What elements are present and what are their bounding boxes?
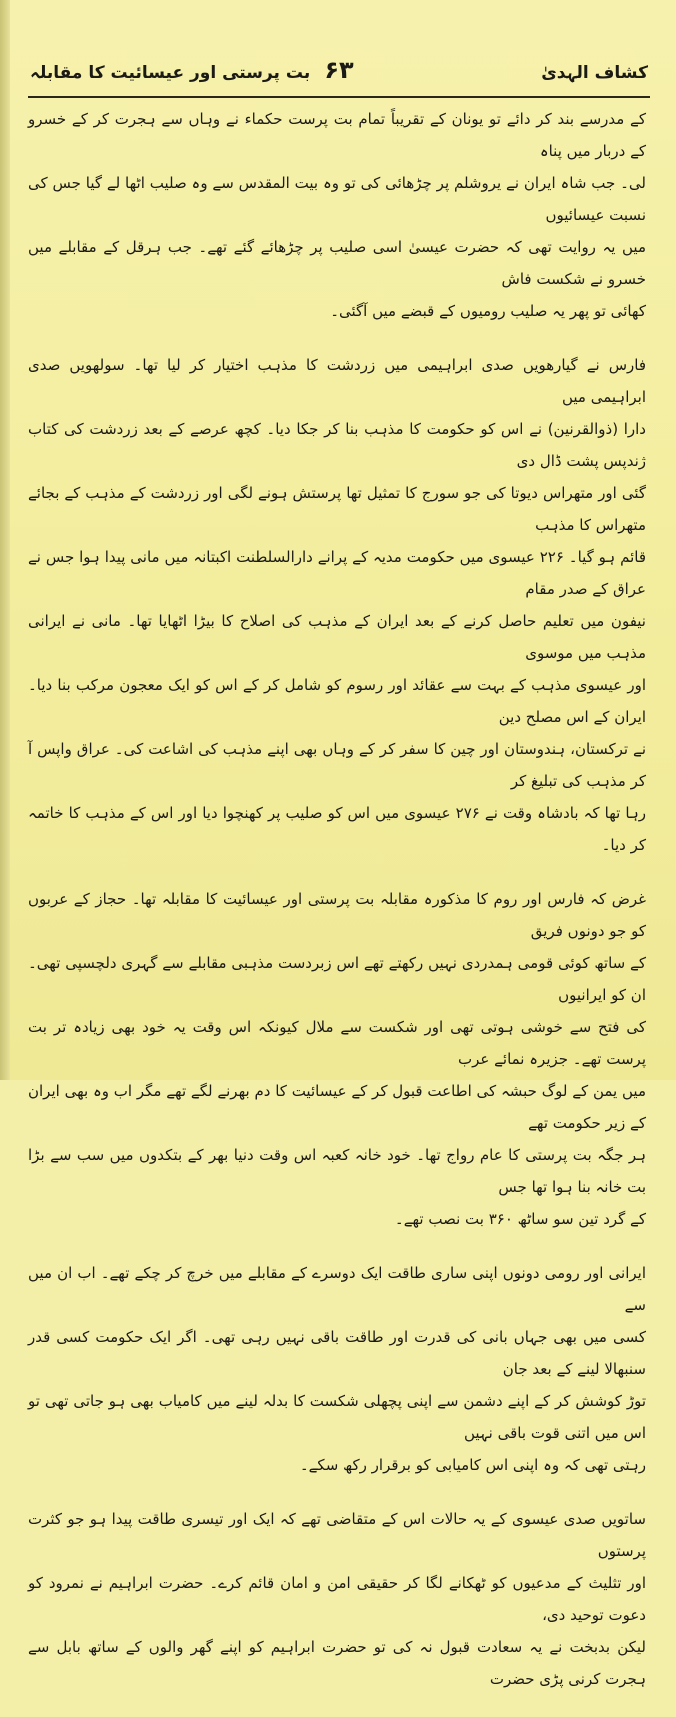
text-line: میں یہ روایت تھی کہ حضرت عیسیٰ اسی صلیب پر چڑھائے گئے تھے۔ جب ہرقل کے مقابلے میں خسرو نے شکست فاش [28,238,646,288]
text-line: کے ساتھ کوئی قومی ہمدردی نہیں رکھتے تھے اس زبردست مذہبی مقابلے سے گہری دلچسپی تھی۔ ان کو ایرانیوں [28,954,646,1004]
text-line: رہتی تھی کہ وہ اپنی اس کامیابی کو برقرار رکھ سکے۔ [299,1456,646,1474]
text-line: کھائی تو پھر یہ صلیب رومیوں کے قبضے میں آگئی۔ [330,302,646,320]
text-line: ایرانی اور رومی دونوں اپنی ساری طاقت ایک دوسرے کے مقابلے میں خرچ کر چکے تھے۔ اب ان میں سے [28,1264,646,1314]
body-text [28,103,646,1717]
paragraph-4 [28,1257,646,1481]
text-line: کے گرد تین سو ساٹھ ۳۶۰ بت نصب تھے۔ [394,1210,646,1228]
text-line: غرض کہ فارس اور روم کا مذکورہ مقابلہ بت پرستی اور عیسائیت کا مقابلہ تھا۔ حجاز کے عربوں کو جو دونوں فریق [28,890,646,940]
text-line: لی۔ جب شاہ ایران نے یروشلم پر چڑھائی کی تو وہ بیت المقدس سے وہ صلیب اٹھا لے گیا جس کی نسبت عیسائیوں [28,174,646,224]
text-line: کے مدرسے بند کر دائے تو یونان کے تقریباً تمام بت پرست حکماء نے وہاں سے ہجرت کر کے خسرو کے دربار میں پناہ [28,110,646,160]
text-line: توڑ کوشش کر کے اپنے دشمن سے اپنی پچھلی شکست کا بدلہ لینے میں کامیاب بھی ہو جاتی تھی تو اس میں اتنی قوت باقی نہیں [28,1392,646,1442]
text-line: کی فتح سے خوشی ہوتی تھی اور شکست سے ملال کیونکہ اس وقت یہ خود بھی زیادہ تر بت پرست تھے۔ جزیرہ نمائے عرب [28,1018,646,1068]
header-divider [28,96,650,98]
text-line: ساتویں صدی عیسوی کے یہ حالات اس کے متقاضی تھے کہ ایک اور تیسری طاقت پیدا ہو جو کثرت پرستوں [28,1510,646,1560]
text-line: دارا (ذوالقرنین) نے اس کو حکومت کا مذہب بنا کر جکا دیا۔ کچھ عرصے کے بعد زردشت کی کتاب ژندپس پشت ڈال دی [28,420,646,470]
page-number: ۶۳ [324,56,354,84]
paragraph-3 [28,883,646,1235]
text-line: رہا تھا کہ بادشاہ وقت نے ۲۷۶ عیسوی میں اس کو صلیب پر کھنچوا دیا اور اس کے مذہب کا خاتمہ کر دیا۔ [28,804,646,854]
text-line: نیفون میں تعلیم حاصل کرنے کے بعد ایران کے مذہب کی اصلاح کا بیڑا اٹھایا تھا۔ مانی نے ایرانی مذہب میں موسوی [28,612,646,662]
paragraph-5 [28,1503,646,1695]
text-line: ہر جگہ بت پرستی کا عام رواج تھا۔ خود خانہ کعبہ اس وقت دنیا بھر کے بتکدوں میں سب سے بڑا بت خانہ بنا ہوا تھا جس [28,1146,646,1196]
text-line: قائم ہو گیا۔ ۲۲۶ عیسوی میں حکومت مدیہ کے پرانے دارالسلطنت اکبتانہ میں مانی پیدا ہوا جس نے عراق کے صدر مقام [28,548,646,598]
text-line: کسی میں بھی جہاں بانی کی قدرت اور طاقت باقی نہیں رہی تھی۔ اگر ایک حکومت کسی قدر سنبھالا لینے کے بعد جان [28,1328,646,1378]
running-head-chapter-title: بت پرستی اور عیسائیت کا مقابلہ [30,63,311,83]
text-line: نے ترکستان، ہندوستان اور چین کا سفر کر کے وہاں بھی اپنے مذہب کی اشاعت کی۔ عراق واپس آ کر مذہب کی تبلیغ کر [28,740,646,790]
running-head-book-title: کشاف الہدیٰ [541,63,648,83]
page-header [30,56,648,96]
text-line: فارس نے گیارھویں صدی ابراہیمی میں زردشت کا مذہب اختیار کر لیا تھا۔ سولھویں صدی ابراہیمی میں [28,356,646,406]
text-line: اور تثلیث کے مدعیوں کو ٹھکانے لگا کر حقیقی امن و امان قائم کرے۔ حضرت ابراہیم نے نمرود کو دعوت توحید دی، [28,1574,646,1624]
text-line: لیکن بدبخت نے یہ سعادت قبول نہ کی تو حضرت ابراہیم کو اپنے گھر والوں کے ساتھ بابل سے ہجرت کرنی پڑی حضرت [28,1638,646,1688]
text-line: میں یمن کے لوگ حبشہ کی اطاعت قبول کر کے عیسائیت کا دم بھرنے لگے تھے مگر اب وہ بھی ایران کے زیر حکومت تھے [28,1082,646,1132]
text-line: اور عیسوی مذہب کے بہت سے عقائد اور رسوم کو شامل کر کے اس کو ایک معجون مرکب بنا دیا۔ ایران کے اس مصلح دین [28,676,646,726]
paragraph-1 [28,103,646,327]
paragraph-2 [28,349,646,861]
text-line: گئی اور متھراس دیوتا کی جو سورج کا تمثیل تھا پرستش ہونے لگی اور زردشت کے مذہب کے بجائے متھراس کا مذہب [28,484,646,534]
page-binding-edge [0,0,10,1080]
